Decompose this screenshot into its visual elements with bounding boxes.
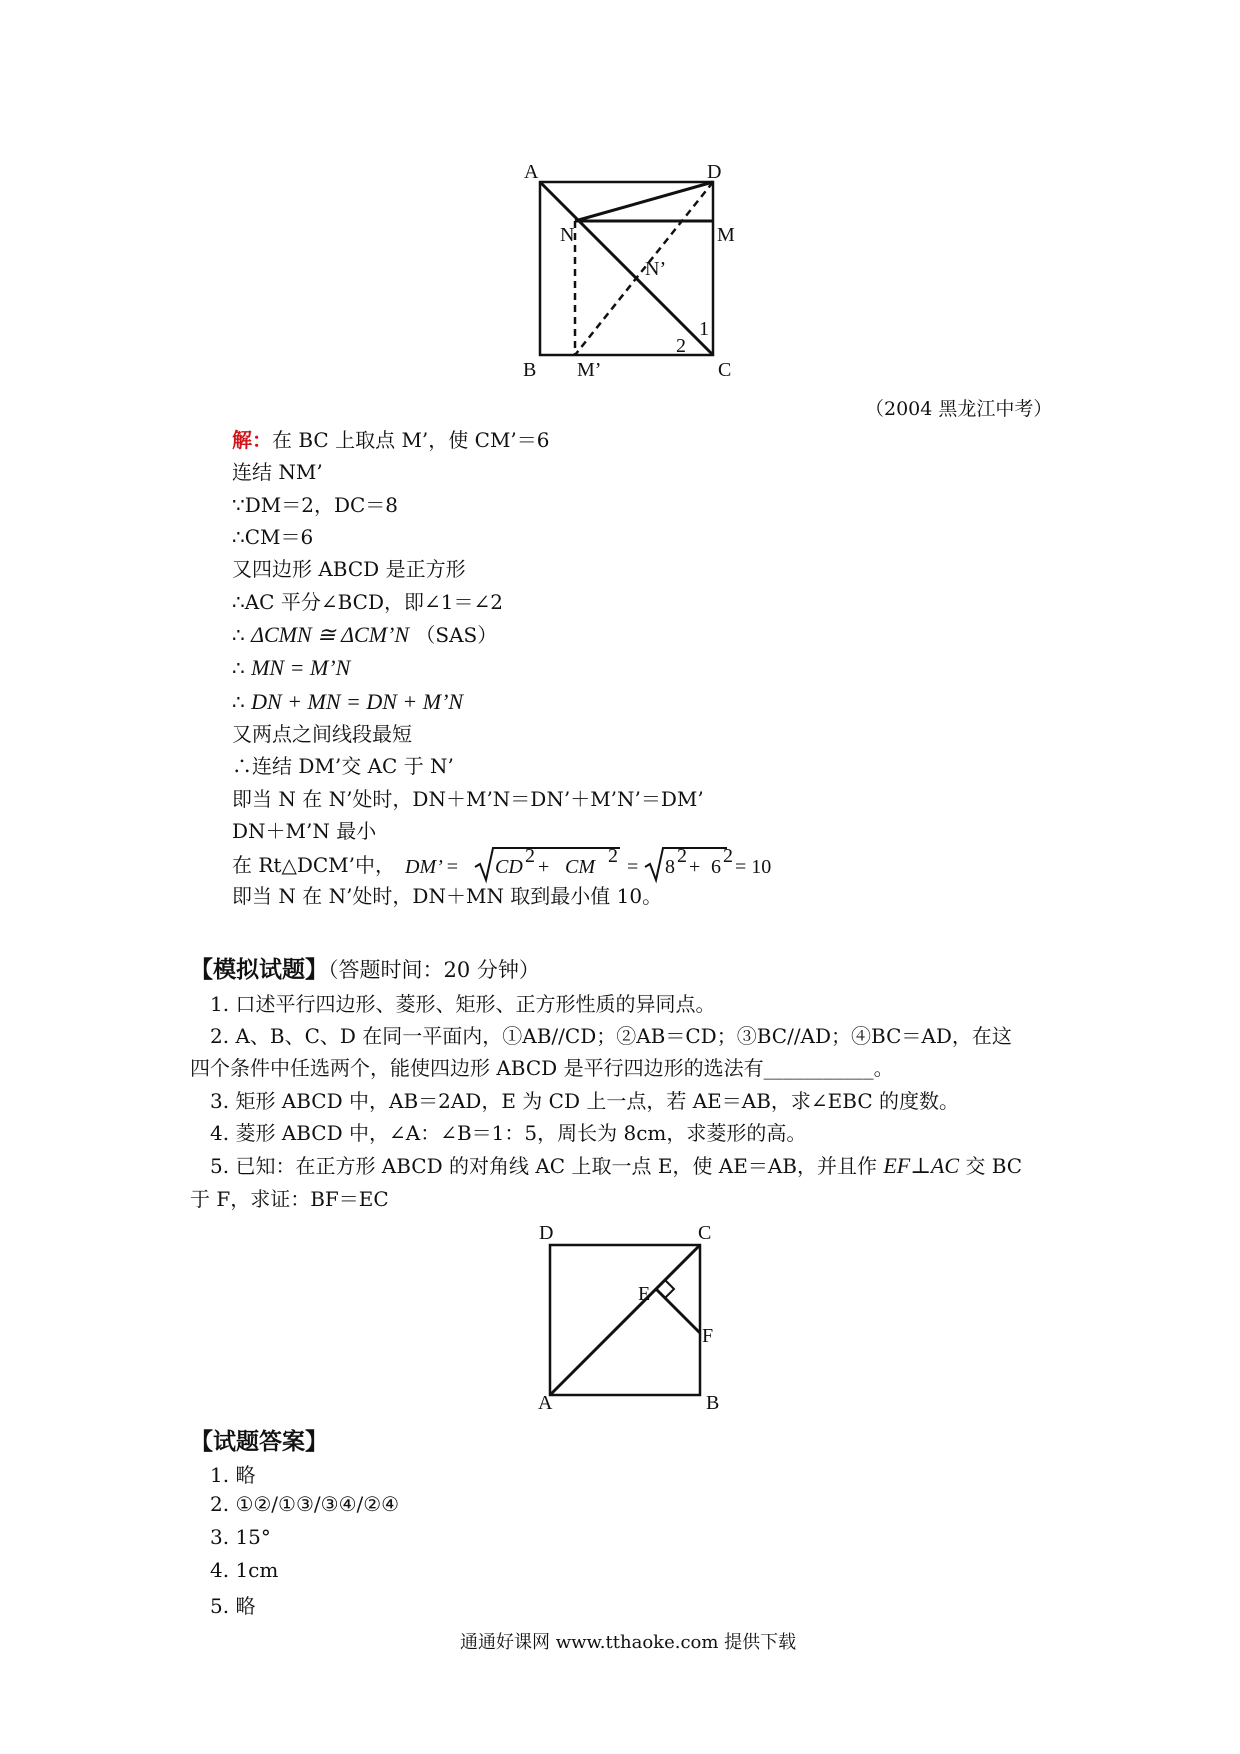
- solution-line: 即当 N 在 N’处时，DN＋M’N＝DN’＋M’N’＝DM’: [232, 787, 704, 811]
- practice-title: 【模拟试题】: [190, 956, 328, 983]
- diagonal-ac-2: [550, 1245, 700, 1395]
- answer-item: 5. 略: [210, 1594, 256, 1618]
- label-a: A: [524, 161, 539, 183]
- solution-line: 又两点之间线段最短: [232, 722, 412, 746]
- solution-line: ∴连结 DM’交 AC 于 N’: [232, 754, 454, 778]
- rad2-exp-a: 2: [677, 845, 687, 867]
- equation-math-2: DN + MN = DN + M’N: [251, 689, 464, 714]
- label-e: E: [638, 1283, 651, 1305]
- label-c-2: C: [698, 1222, 712, 1244]
- solution-first-text: 在 BC 上取点 M’，使 CM’＝6: [272, 428, 550, 452]
- footer-download-note: 通通好课网 www.tthaoke.com 提供下载: [460, 1632, 797, 1653]
- rt-lhs: DM’ =: [405, 856, 460, 878]
- solution-final: 即当 N 在 N’处时，DN＋MN 取到最小值 10。: [232, 884, 663, 908]
- rad1-a: CD: [495, 856, 523, 878]
- therefore-symbol: ∴: [232, 656, 245, 680]
- answer-item: 4. 1cm: [210, 1558, 279, 1582]
- answer-item: 1. 略: [210, 1463, 256, 1487]
- rad2-a: 8: [665, 856, 675, 878]
- square-figure-1: [520, 160, 740, 385]
- label-b: B: [523, 359, 537, 381]
- answer-item: 3. 15°: [210, 1525, 271, 1549]
- rad1-exp-b: 2: [608, 845, 618, 867]
- congruence-reason: （SAS）: [415, 623, 498, 647]
- solution-line: DN＋M’N 最小: [232, 819, 377, 843]
- equation-line-1: [232, 654, 350, 682]
- label-angle-2: 2: [676, 335, 686, 357]
- rt-equals: =: [627, 856, 639, 878]
- congruence-line: [232, 621, 497, 649]
- dashed-dm-prime: [575, 182, 713, 355]
- solution-line: 连结 NM’: [232, 460, 323, 484]
- question-2-line-1: 2. A、B、C、D 在同一平面内，①AB//CD；②AB＝CD；③BC//AD；④BC＝AD，在这: [210, 1024, 1012, 1048]
- question-4: 4. 菱形 ABCD 中，∠A：∠B＝1：5，周长为 8cm，求菱形的高。: [210, 1121, 807, 1145]
- label-n: N: [560, 224, 575, 246]
- solution-line: ∴CM＝6: [232, 525, 314, 549]
- therefore-symbol: ∴: [232, 623, 245, 647]
- rad2-b: 6: [711, 856, 721, 878]
- solution-line: ∴AC 平分∠BCD，即∠1＝∠2: [232, 590, 503, 614]
- rt-prefix: 在 Rt△DCM’中，: [232, 853, 396, 877]
- question-1: 1. 口述平行四边形、菱形、矩形、正方形性质的异同点。: [210, 992, 716, 1016]
- rad1-b: CM: [565, 856, 595, 878]
- equation-math-1: MN = M’N: [251, 655, 351, 680]
- square-figure-2: [530, 1222, 730, 1417]
- rad1-op: +: [533, 856, 555, 878]
- label-m: M: [717, 224, 735, 246]
- question-5-line-1: [210, 1150, 1022, 1179]
- label-d-2: D: [539, 1222, 554, 1244]
- label-d: D: [707, 161, 722, 183]
- question-5-line-2: 于 F，求证：BF＝EC: [190, 1187, 389, 1211]
- right-angle-mark: [656, 1280, 674, 1298]
- therefore-symbol: ∴: [232, 690, 245, 714]
- practice-heading: [190, 951, 540, 984]
- rt-formula: [405, 842, 805, 886]
- label-m-prime: M’: [577, 359, 602, 381]
- rad1-exp-a: 2: [525, 845, 535, 867]
- label-n-prime: N’: [645, 258, 667, 280]
- question-2-line-2: 四个条件中任选两个，能使四边形 ABCD 是平行四边形的选法有___________。: [190, 1056, 894, 1080]
- answers-title: 【试题答案】: [190, 1428, 328, 1455]
- solution-first-line: [232, 426, 550, 454]
- congruence-math: ΔCMN ≅ ΔCM’N: [251, 622, 410, 647]
- label-f: F: [702, 1325, 714, 1347]
- equation-line-2: [232, 688, 463, 716]
- solution-line: 又四边形 ABCD 是正方形: [232, 557, 466, 581]
- rad2-exp-b: 2: [723, 845, 733, 867]
- practice-time-note: （答题时间：20 分钟）: [328, 958, 540, 982]
- source-note: （2004 黑龙江中考）: [865, 398, 1053, 420]
- answer-item: 2. ①②/①③/③④/②④: [210, 1492, 400, 1516]
- solution-line: ∵DM＝2，DC＝8: [232, 493, 399, 517]
- solution-key: 解：: [232, 428, 272, 452]
- rad2-op: +: [684, 856, 706, 878]
- label-angle-1: 1: [699, 318, 709, 340]
- label-a-2: A: [538, 1392, 553, 1414]
- question-5-text: 5. 已知：在正方形 ABCD 的对角线 AC 上取一点 E，使 AE＝AB，并且作: [210, 1154, 877, 1178]
- question-5-math: EF⊥AC: [883, 1153, 960, 1178]
- question-3: 3. 矩形 ABCD 中，AB＝2AD，E 为 CD 上一点，若 AE＝AB，求∠EBC 的度数。: [210, 1089, 959, 1113]
- label-c: C: [718, 359, 732, 381]
- segment-dn: [575, 182, 713, 221]
- question-5-tail: 交 BC: [965, 1154, 1023, 1178]
- rt-result: = 10: [735, 856, 772, 878]
- label-b-2: B: [706, 1392, 720, 1414]
